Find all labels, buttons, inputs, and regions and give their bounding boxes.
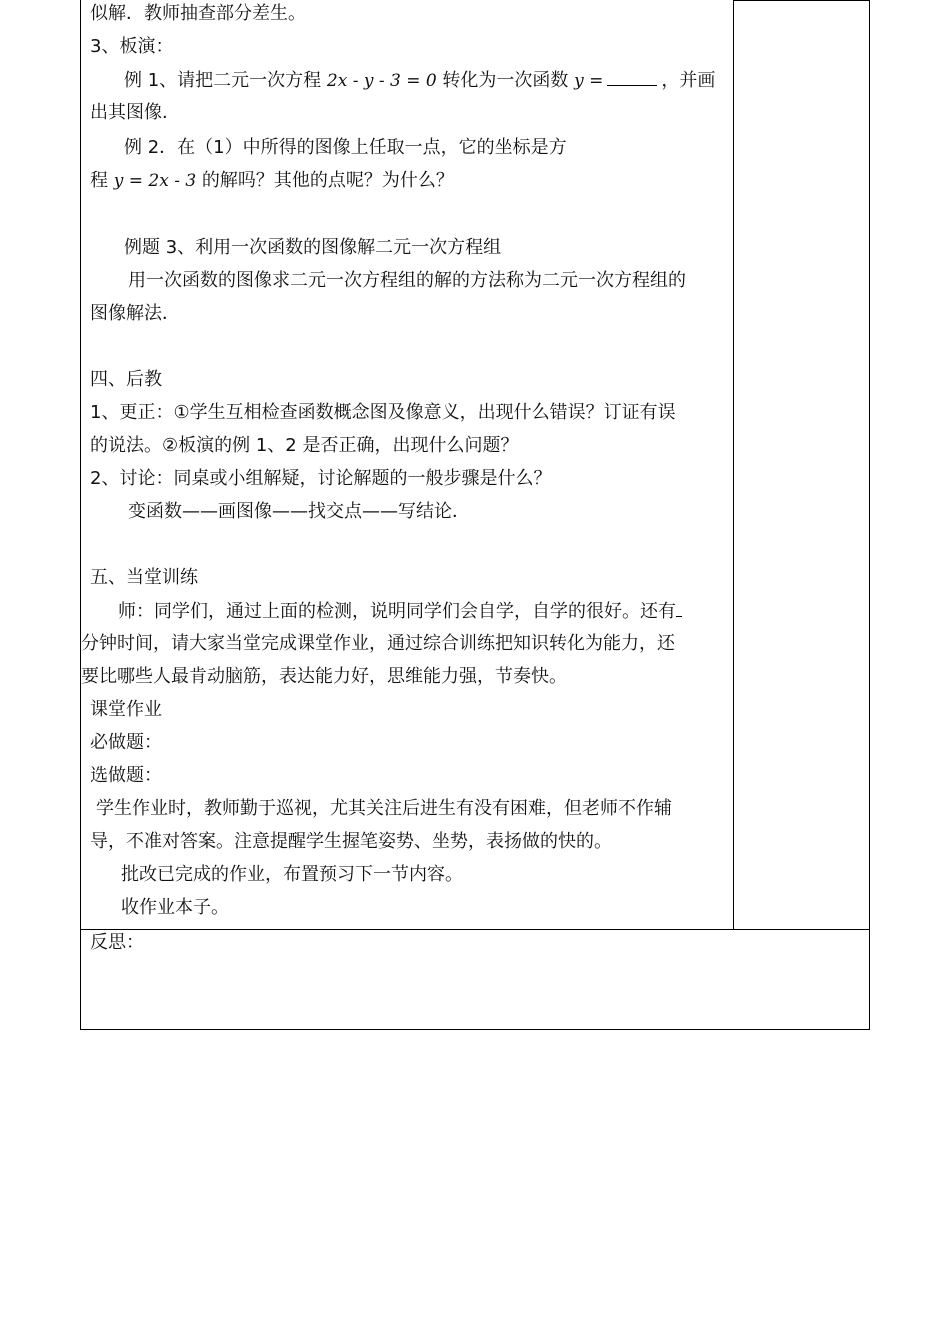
reflection-cell: [80, 929, 870, 1030]
example-3-line: 例题 3、利用一次函数的图像解二元一次方程组: [124, 237, 502, 258]
optional-questions-label: 选做题：: [90, 765, 162, 786]
section-board-demo: 3、板演：: [90, 36, 174, 57]
homework-heading: 课堂作业: [90, 699, 162, 720]
notes-column-cell: [734, 0, 870, 930]
example-2-continued: [90, 170, 454, 192]
example-1-suffix: ，并画: [661, 70, 716, 91]
text-line: 似解．教师抽查部分差生。: [90, 3, 306, 24]
steps-line: 变函数——画图像——找交点——写结论．: [128, 501, 470, 522]
minutes-blank: [676, 600, 682, 617]
text-line: 学生作业时，教师勤于巡视，尤其关注后进生有没有困难，但老师不作辅: [96, 798, 672, 819]
reflection-label: 反思：: [90, 932, 144, 953]
section-heading-practice: 五、当堂训练: [90, 567, 198, 588]
text-line: 用一次函数的图像求二元一次方程组的解的方法称为二元一次方程组的: [128, 270, 686, 291]
example-2-equation: y = 2x - 3: [113, 171, 197, 191]
example-1-prefix: 例 1、请把二元一次方程: [124, 70, 327, 91]
example-1-equation: 2x - y - 3 = 0: [326, 71, 437, 91]
required-questions-label: 必做题：: [90, 732, 162, 753]
text-line: 要比哪些人最肯动脑筋，表达能力好，思维能力强，节奏快。: [81, 666, 567, 687]
teacher-remark: 师：同学们，通过上面的检测，说明同学们会自学，自学的很好。还有: [118, 601, 676, 622]
text-line: 批改已完成的作业，布置预习下一节内容。: [121, 864, 463, 885]
lesson-plan-table: [80, 0, 870, 1030]
text-line: 出其图像.: [90, 102, 168, 123]
text-line: 图像解法．: [90, 303, 180, 324]
section-heading-post-teach: 四、后教: [90, 369, 162, 390]
text-line: 收作业本子。: [121, 897, 229, 918]
answer-blank: [607, 69, 657, 86]
example-1-variable: y =: [574, 71, 604, 91]
example-1-middle: 转化为一次函数: [436, 70, 575, 91]
text-line: [118, 600, 682, 623]
example-2-prefix: 程: [90, 170, 114, 191]
text-line: 1、更正：①学生互相检查函数概念图及像意义，出现什么错误？订证有误: [90, 402, 676, 423]
text-line: 的说法。②板演的例 1、2 是否正确，出现什么问题？: [90, 435, 519, 456]
text-line: 2、讨论：同桌或小组解疑，讨论解题的一般步骤是什么？: [90, 468, 552, 489]
text-line: 导，不准对答案。注意提醒学生握笔姿势、坐势，表扬做的快的。: [90, 831, 612, 852]
example-2-line: 例 2．在（1）中所得的图像上任取一点，它的坐标是方: [124, 137, 567, 158]
lesson-content-cell: [80, 0, 734, 930]
example-2-suffix: 的解吗？其他的点呢？为什么？: [196, 170, 454, 191]
text-line: 分钟时间，请大家当堂完成课堂作业，通过综合训练把知识转化为能力，还: [81, 633, 675, 654]
example-1-line: [124, 69, 715, 92]
